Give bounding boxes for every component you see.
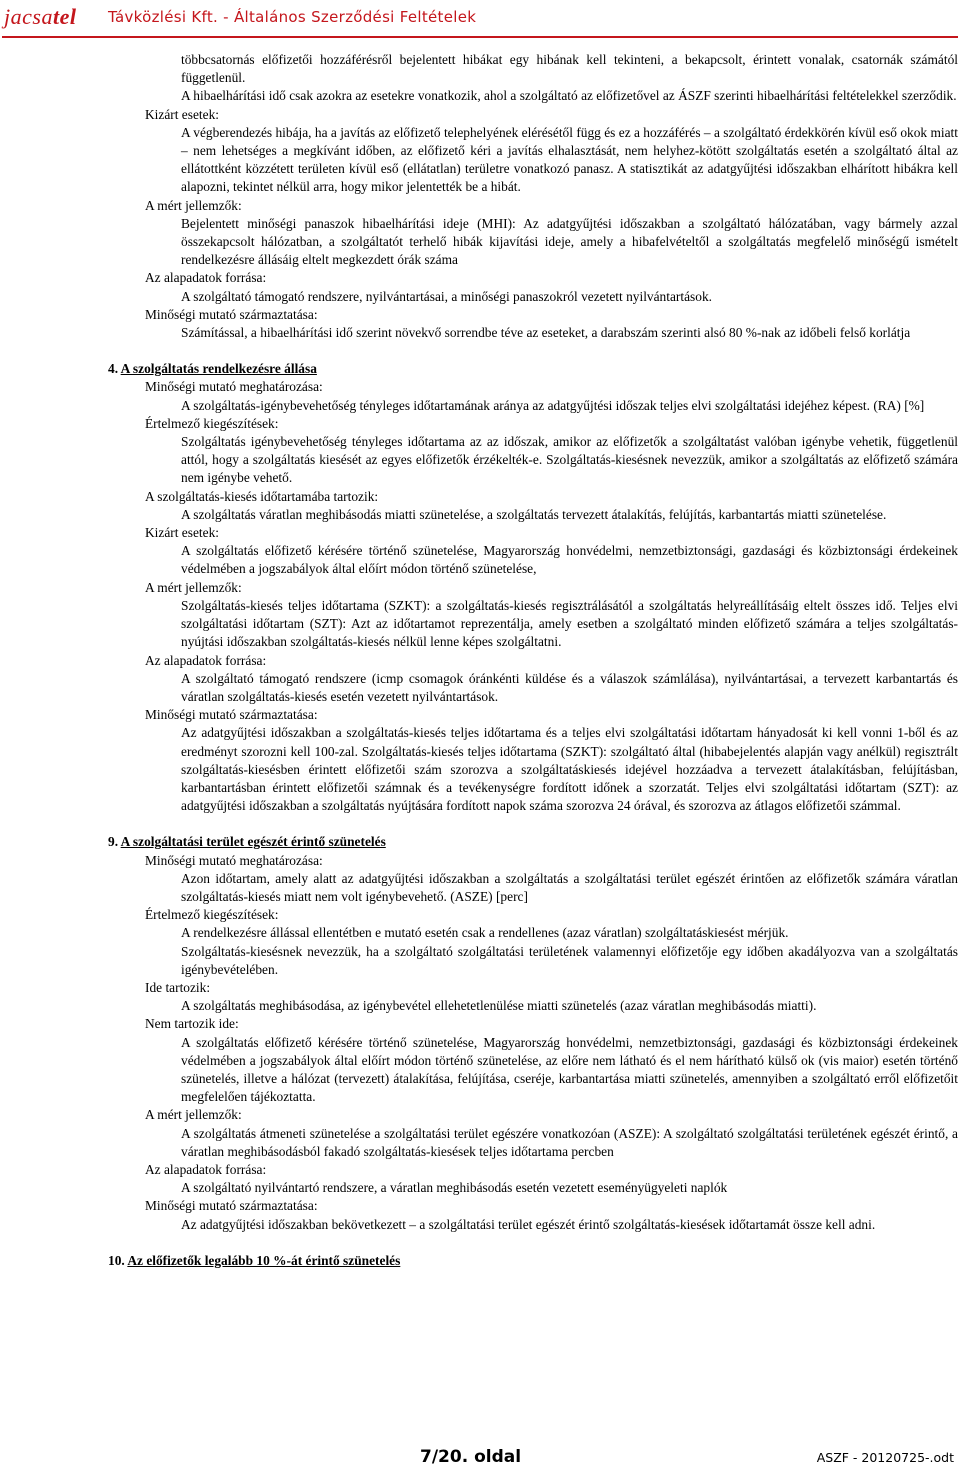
section-heading-text: Az előfizetők legalább 10 %-át érintő szünetelés [127, 1252, 401, 1268]
section-heading-text: A szolgáltatás rendelkezésre állása [120, 361, 317, 377]
paragraph: Az adatgyűjtési időszakban a szolgáltatás-kiesés teljes időtartama és a teljes elvi szolgáltatási időtartam hányadosát ki kell vonni 1-ből és az eredményt szorozni kell 100-zal. Szolgáltatás-kiesés teljes időtartama (SZKT): szolgáltató által (hibabejelentés alapján vagy anélkül) regisztrált szolgáltatás-kiesésben érintett előfizetői szám szorozva a szolgáltatáskiesés idejével hozzáadva a tervezett átalakításban, felújításban, karbantartásban érintett előfizetői számnak és a tevékenységre fordított időnek a szorzatát. Teljes elvi szolgáltatási időtartam (SZT): az adatgyűjtési időszakban a szolgáltatás nyújtására fordított napok száma szorozva 24 órával, és szorozva az átlagos előfizetői számmal. [181, 725, 958, 814]
paragraph: A hibaelhárítási idő csak azokra az esetekre vonatkozik, ahol a szolgáltató az előfizetővel az ÁSZF szerinti hibaelhárítási feltételekkel szerződik. [181, 88, 957, 104]
page-number: 7/20. oldal [420, 1447, 522, 1467]
field-label: Az alapadatok forrása: [145, 1161, 267, 1177]
section-heading-text: A szolgáltatási terület egészét érintő szünetelés [120, 834, 386, 850]
paragraph: Számítással, a hibaelhárítási idő szerint növekvő sorrendbe téve az eseteket, a darabszám szerinti alsó 80 %-nak az időbeli felső korlátja [181, 325, 911, 341]
field-label: Minőségi mutató származtatása: [145, 707, 318, 723]
section-heading: 4. A szolgáltatás rendelkezésre állása [108, 361, 317, 377]
field-label: Minőségi mutató származtatása: [145, 306, 318, 322]
company-logo: jacsatel [4, 4, 77, 29]
spacer [108, 342, 958, 360]
paragraph: Szolgáltatás-kiesés teljes időtartama (SZKT): a szolgáltatás-kiesés regisztrálásától a szolgáltatás helyreállításáig eltelt összes idő. Teljes elvi szolgáltatási időtartam (SZT): Azt az időtartamot reprezentálja, amely esetben a szolgáltató minden előfizető számára a teljes szolgáltatás-nyújtási időszakban szolgáltatás-kiesés nélkül lenne képes szolgáltatni. [181, 597, 958, 650]
page-header [0, 0, 960, 40]
paragraph: A szolgáltatás átmeneti szünetelése a szolgáltatási terület egészére vonatkozóan (ASZE): A szolgáltató szolgáltatási területének egészét érintő, a váratlan meghibásodásból fakadó szolgáltatás-kiesések teljes időtartama percben [181, 1125, 958, 1159]
section-heading: 10. Az előfizetők legalább 10 %-át érintő szünetelés [108, 1252, 401, 1268]
paragraph: A szolgáltatás meghibásodása, az igénybevétel ellehetetlenülése miatti szünetelés (azaz váratlan meghibásodás miatti). [181, 998, 817, 1014]
paragraph: A szolgáltatás-igénybevehetőség tényleges időtartamának aránya az adatgyűjtési időszak teljes elvi szolgáltatási idejéhez képest. (RA) [%] [181, 397, 925, 413]
paragraph: Azon időtartam, amely alatt az adatgyűjtési időszakban a szolgáltatás a szolgáltatási terület egészét érintően az előfizetők számára váratlan szolgáltatás-kiesés miatt nem volt igénybevehető. (ASZE) [perc] [181, 870, 958, 904]
field-label: Értelmező kiegészítések: [145, 415, 279, 431]
paragraph: A szolgáltatás előfizető kérésére történő szünetelése, Magyarország honvédelmi, nemzetbiztonsági, gazdasági és közbiztonsági érdekeinek védelmében a jogszabályok által előírt módon történő szünetelése, [181, 543, 958, 577]
field-label: Az alapadatok forrása: [145, 652, 267, 668]
field-label: Az alapadatok forrása: [145, 270, 267, 286]
paragraph: Szolgáltatás-kiesésnek nevezzük, ha a szolgáltató szolgáltatási területének valamennyi előfizetője egy időben akadályozva van a szolgáltatás igénybevételében. [181, 943, 958, 977]
paragraph: A rendelkezésre állással ellentétben e mutató esetén csak a rendellenes (azaz váratlan) szolgáltatáskiesést mérjük. [181, 925, 789, 941]
paragraph: A szolgáltató támogató rendszere (icmp csomagok óránkénti küldése és a válaszok számlálása), nyilvántartásai, a tervezett karbantartás és váratlan szolgáltatás-kiesés esetén vezetett nyilvántartások. [181, 670, 958, 704]
field-label: Minőségi mutató származtatása: [145, 1198, 318, 1214]
paragraph: A szolgáltató támogató rendszere, nyilvántartásai, a minőségi panaszokról vezetett nyilvántartások. [181, 288, 712, 304]
field-label: A mért jellemzők: [145, 1107, 242, 1123]
paragraph: A szolgáltatás előfizető kérésére történő szünetelése, Magyarország honvédelmi, nemzetbiztonsági, gazdasági és közbiztonsági érdekeinek védelmében a jogszabályok által előírt módon történő szünetelése, az előre nem látható és el nem hárítható külső ok (vis maior) esetén történő szünetelés, illetve a hálózat (tervezett) átalakítása, felújítása, cseréje, karbantartása miatti szünetelés, amennyiben a szolgáltató erről előfizetőit megfelelően tájékoztatta. [181, 1034, 958, 1105]
field-label: A szolgáltatás-kiesés időtartamába tartozik: [145, 488, 379, 504]
field-label: Ide tartozik: [145, 979, 211, 995]
document-title: Távközlési Kft. - Általános Szerződési Feltételek [108, 8, 477, 26]
field-label: A mért jellemzők: [145, 579, 242, 595]
field-label: Minőségi mutató meghatározása: [145, 852, 323, 868]
field-label: Kizárt esetek: [145, 525, 219, 541]
spacer [108, 815, 958, 833]
section-heading: 9. A szolgáltatási terület egészét érintő szünetelés [108, 834, 386, 850]
field-label: Értelmező kiegészítések: [145, 907, 279, 923]
header-divider [2, 36, 958, 38]
document-body [108, 51, 958, 1270]
field-label: A mért jellemzők: [145, 197, 242, 213]
paragraph: többcsatornás előfizetői hozzáférésről bejelentett hibákat egy hibának kell tekinteni, a bekapcsolt, érintett vonalak, csatornák számától függetlenül. [181, 52, 958, 86]
field-label: Kizárt esetek: [145, 106, 219, 122]
paragraph: Az adatgyűjtési időszakban bekövetkezett – a szolgáltatási terület egészét érintő szolgáltatás-kiesések időtartamát össze kell adni. [181, 1216, 876, 1232]
paragraph: A szolgáltatás váratlan meghibásodás miatti szünetelése, a szolgáltatás tervezett átalakítás, felújítás, karbantartás miatti szünetelése. [181, 506, 887, 522]
paragraph: A szolgáltató nyilvántartó rendszere, a váratlan meghibásodás esetén vezetett eseményügyeleti naplók [181, 1180, 728, 1196]
paragraph: A végberendezés hibája, ha a javítás az előfizető telephelyének elérésétől függ és ez a hozzáférés – a szolgáltató érdekkörén kívül eső okok miatt – nem lehetséges a megkívánt időben, az előfizető kéri a javítás elhalasztását, nem helyhez-kötött szolgáltatás esetén a szolgáltató által az ellátottként közzétett területen kívül eső (ellátatlan) területre vonatkozó panasz. A statisztikát az adatgyűjtési időszakban elhárított hibákra kell alapozni, tekintet nélkül arra, hogy mikor jelentették be a hibát. [181, 124, 958, 195]
field-label: Nem tartozik ide: [145, 1016, 239, 1032]
paragraph: Szolgáltatás igénybevehetőség tényleges időtartama az az időszak, amikor az előfizetők a szolgáltatást valóban igénybe vehetik, függetlenül attól, hogy a szolgáltatás kiesését az egyes előfizetők érzékelték-e. Szolgáltatás-kiesésnek nevezzük, amikor a szolgáltatás az előfizető számára nem igénybe vehető. [181, 434, 958, 486]
spacer [108, 1234, 958, 1252]
field-label: Minőségi mutató meghatározása: [145, 379, 323, 395]
document-filename: ASZF - 20120725-.odt [816, 1450, 954, 1465]
paragraph: Bejelentett minőségi panaszok hibaelhárítási ideje (MHI): Az adatgyűjtési időszakban a szolgáltató hálózatában, vagy bármely azzal összekapcsolt hálózatban, a szolgáltatót terhelő hibák kijavítási ideje, amely a hibafelvételtől a szolgáltatás megfelelő minőségű ismételt rendelkezésre állásáig eltelt megkezdett órák száma [181, 215, 958, 268]
